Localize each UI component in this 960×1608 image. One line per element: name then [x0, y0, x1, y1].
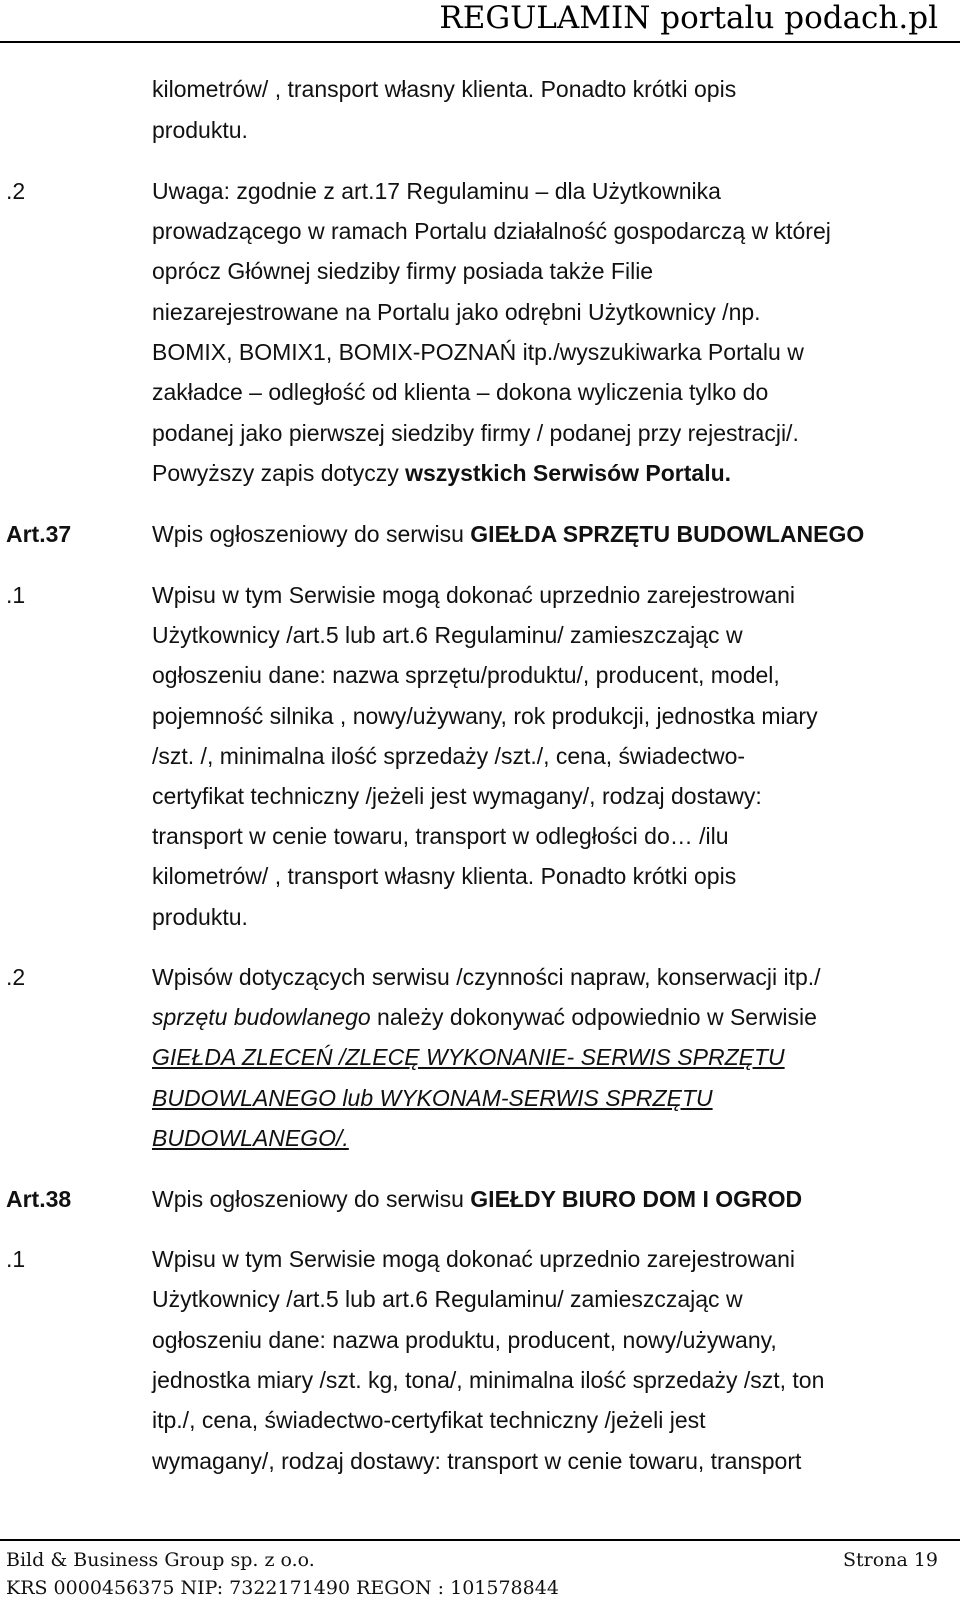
page-header-title: REGULAMIN portalu podach.pl	[439, 0, 938, 36]
text-line: transport w cenie towaru, transport w odległości do… /ilu	[152, 823, 729, 849]
text-line: zakładce – odległość od klienta – dokona wyliczenia tylko do	[152, 379, 769, 405]
bold-text: GIEŁDY BIURO DOM I OGROD	[470, 1186, 803, 1212]
text-line: certyfikat techniczny /jeżeli jest wymagany/, rodzaj dostawy:	[152, 783, 762, 809]
italic-text: sprzętu budowlanego	[152, 1004, 371, 1030]
text-line: Wpisów dotyczących serwisu /czynności napraw, konserwacji itp./	[152, 964, 821, 990]
text-span: Wpis ogłoszeniowy do serwisu	[152, 1186, 471, 1212]
text-line: produktu.	[152, 117, 248, 143]
footer-divider	[0, 1539, 960, 1541]
article-number: Art.37	[6, 521, 72, 547]
text-line	[152, 1002, 817, 1032]
text-line: Wpisu w tym Serwisie mogą dokonać uprzednio zarejestrowani	[152, 1246, 796, 1272]
text-line: ogłoszeniu dane: nazwa sprzętu/produktu/, producent, model,	[152, 662, 780, 688]
bold-text: GIEŁDA SPRZĘTU BUDOWLANEGO	[470, 521, 865, 547]
header-divider	[0, 41, 960, 43]
text-line: Użytkownicy /art.5 lub art.6 Regulaminu/ zamieszczając w	[152, 622, 743, 648]
text-line	[152, 458, 731, 488]
text-line: kilometrów/ , transport własny klienta. Ponadto krótki opis	[152, 863, 737, 889]
article-heading	[152, 519, 864, 549]
paragraph-number: .1	[6, 1246, 26, 1272]
bold-text: wszystkich Serwisów Portalu.	[405, 460, 732, 486]
service-name-text: BUDOWLANEGO lub WYKONAM-SERWIS SPRZĘTU	[152, 1085, 713, 1111]
paragraph-number: .2	[6, 178, 26, 204]
text-line: /szt. /, minimalna ilość sprzedaży /szt./, cena, świadectwo-	[152, 743, 746, 769]
text-line: Uwaga: zgodnie z art.17 Regulaminu – dla Użytkownika	[152, 178, 721, 204]
paragraph-number: .1	[6, 582, 26, 608]
article-heading	[152, 1184, 802, 1214]
text-line: jednostka miary /szt. kg, tona/, minimalna ilość sprzedaży /szt, ton	[152, 1367, 825, 1393]
text-line: oprócz Głównej siedziby firmy posiada także Filie	[152, 258, 654, 284]
text-line: pojemność silnika , nowy/używany, rok produkcji, jednostka miary	[152, 703, 818, 729]
text-line: produktu.	[152, 904, 248, 930]
text-line: itp./, cena, świadectwo-certyfikat techniczny /jeżeli jest	[152, 1407, 706, 1433]
text-line: podanej jako pierwszej siedziby firmy / podanej przy rejestracji/.	[152, 420, 799, 446]
paragraph-number: .2	[6, 964, 26, 990]
text-span: Wpis ogłoszeniowy do serwisu	[152, 521, 471, 547]
text-line: Użytkownicy /art.5 lub art.6 Regulaminu/ zamieszczając w	[152, 1286, 743, 1312]
text-line: niezarejestrowane na Portalu jako odrębni Użytkownicy /np.	[152, 299, 761, 325]
text-line: ogłoszeniu dane: nazwa produktu, producent, nowy/używany,	[152, 1327, 777, 1353]
text-line: kilometrów/ , transport własny klienta. Ponadto krótki opis	[152, 76, 737, 102]
service-name-text: GIEŁDA ZLECEŃ /ZLECĘ WYKONANIE- SERWIS SPRZĘTU	[152, 1044, 785, 1070]
footer-company: Bild & Business Group sp. z o.o.	[6, 1549, 315, 1571]
text-line: BOMIX, BOMIX1, BOMIX-POZNAŃ itp./wyszukiwarka Portalu w	[152, 339, 804, 365]
text-line: Wpisu w tym Serwisie mogą dokonać uprzednio zarejestrowani	[152, 582, 796, 608]
footer-registry: KRS 0000456375 NIP: 7322171490 REGON : 101578844	[6, 1577, 559, 1599]
text-span: Powyższy zapis dotyczy	[152, 460, 406, 486]
text-line: prowadzącego w ramach Portalu działalność gospodarczą w której	[152, 218, 831, 244]
text-span: należy dokonywać odpowiednio w Serwisie	[370, 1004, 817, 1030]
service-name-text: BUDOWLANEGO/.	[152, 1125, 349, 1151]
text-line: wymagany/, rodzaj dostawy: transport w cenie towaru, transport	[152, 1448, 802, 1474]
article-number: Art.38	[6, 1186, 72, 1212]
footer-page-number: Strona 19	[843, 1549, 938, 1571]
